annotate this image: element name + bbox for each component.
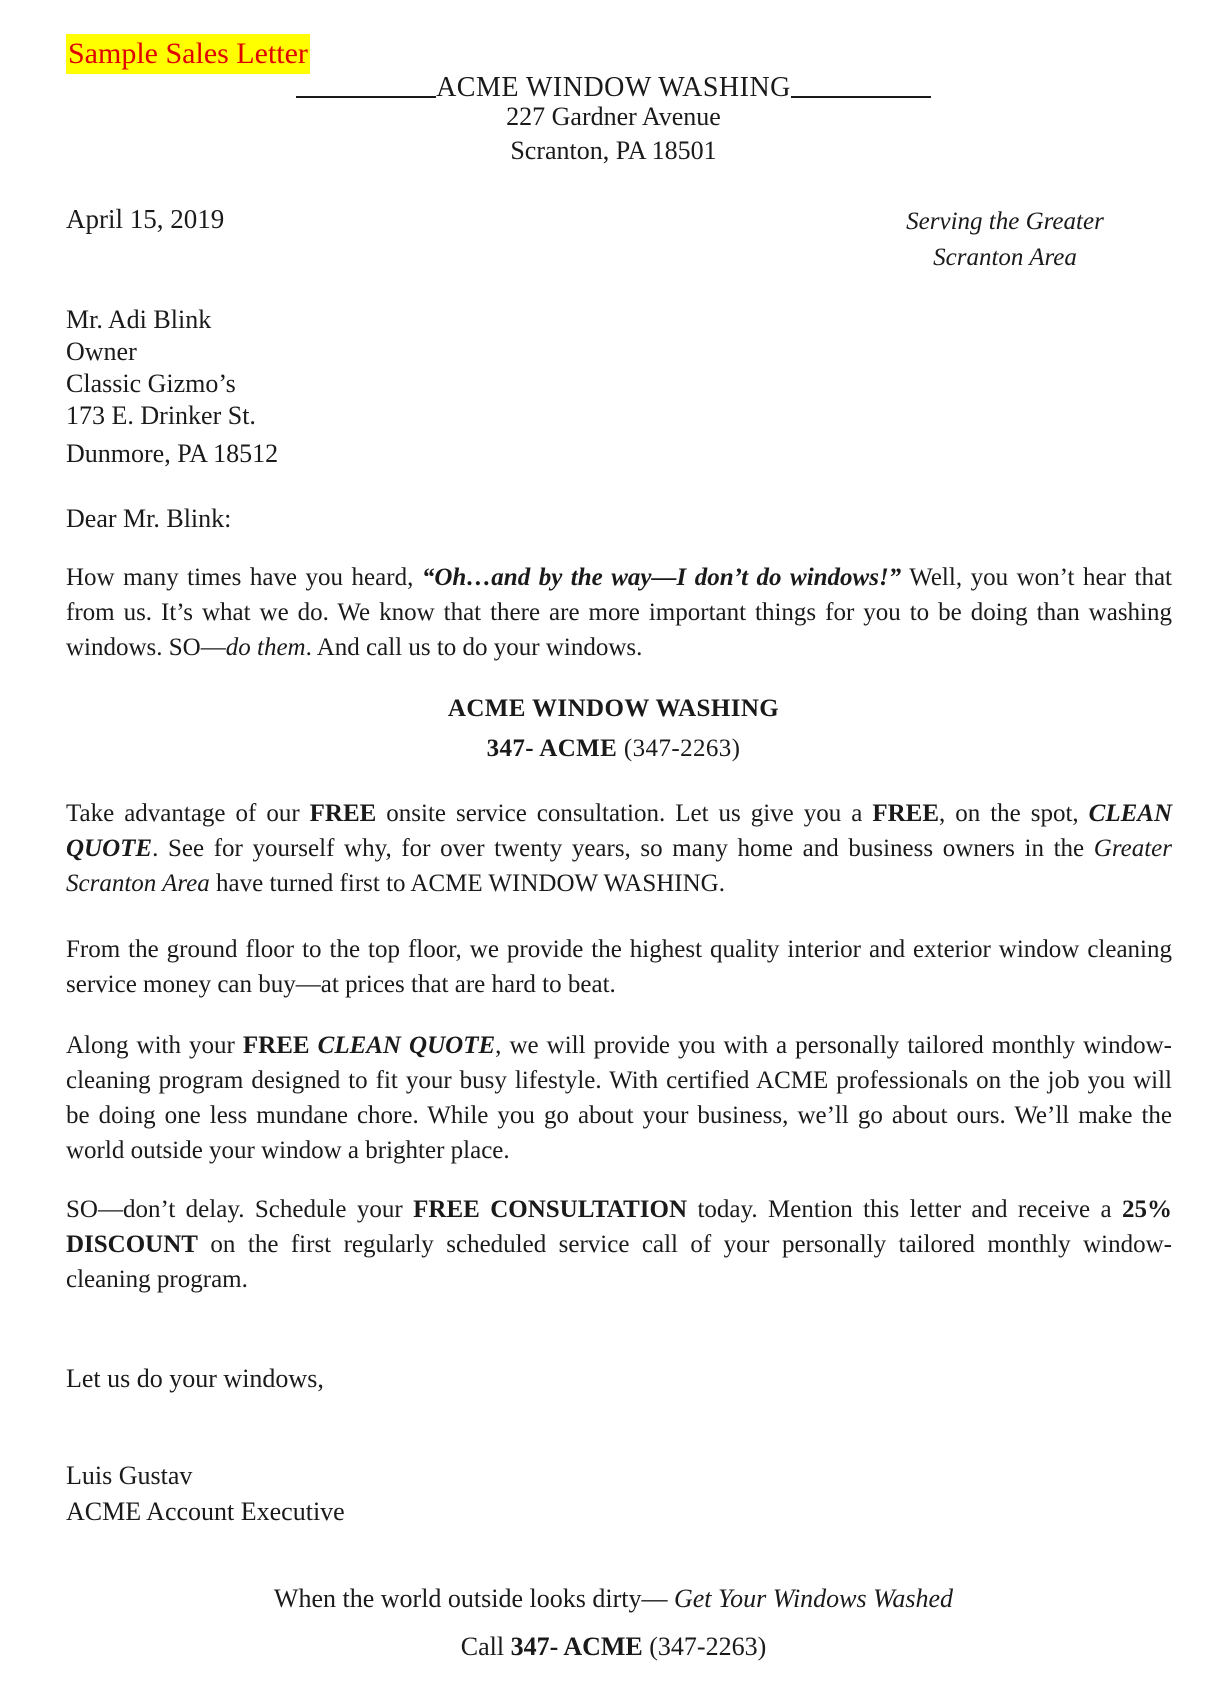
- center-company: ACME WINDOW WASHING: [447, 695, 780, 722]
- footer-slogan-italic: Get Your Windows Washed: [673, 1584, 954, 1613]
- p5-discount: 25% DISCOUNT: [66, 1196, 1172, 1258]
- paragraph-5: [66, 1192, 1172, 1297]
- letter-date: April 15, 2019: [66, 204, 225, 234]
- footer-slogan: [0, 1584, 1227, 1614]
- p5-text-1: SO—don’t delay. Schedule your: [66, 1196, 414, 1223]
- p2-text-3: , on the spot,: [939, 800, 1089, 827]
- p1-text-1: How many times have you heard,: [66, 564, 422, 591]
- p5-text-3: on the first regularly scheduled service call of your personally tailored monthly window-cleaning program.: [66, 1231, 1172, 1293]
- paragraph-1: [66, 560, 1172, 665]
- footer-phone-bold: 347- ACME: [510, 1632, 643, 1661]
- tagline-line1: Serving the Greater: [906, 208, 1104, 235]
- p2-text-2: onsite service consultation. Let us give you a: [376, 800, 873, 827]
- p4-bold-free: FREE: [242, 1032, 310, 1059]
- footer-phone-number: (347-2263): [642, 1632, 767, 1661]
- p2-text-1: Take advantage of our: [66, 800, 310, 827]
- center-phone-number: (347-2263): [617, 735, 741, 762]
- letterhead-company: ACME WINDOW WASHING: [436, 72, 791, 103]
- letterhead-city: Scranton, PA 18501: [510, 136, 717, 165]
- paragraph-3: From the ground floor to the top floor, we provide the highest quality interior and exterior window cleaning service money can buy—at prices that are hard to beat.: [66, 936, 1172, 998]
- p1-emphasis: do them: [225, 634, 306, 661]
- paragraph-2: [66, 796, 1172, 901]
- p2-italic-area: Greater Scranton Area: [66, 835, 1172, 897]
- p4-text-1: Along with your: [66, 1032, 243, 1059]
- recipient-street: 173 E. Drinker St.: [66, 401, 256, 430]
- p5-free-consultation: FREE CONSULTATION: [413, 1196, 688, 1223]
- signature-block: [66, 1458, 345, 1530]
- salutation: Dear Mr. Blink:: [66, 504, 232, 533]
- tagline-line2: Scranton Area: [933, 244, 1077, 271]
- letterhead-street: 227 Gardner Avenue: [506, 102, 721, 131]
- footer-slogan-text: When the world outside looks dirty—: [273, 1584, 674, 1613]
- signer-name: Luis Gustav: [66, 1461, 193, 1490]
- p4-clean-quote: CLEAN QUOTE: [317, 1032, 496, 1059]
- closing: Let us do your windows,: [66, 1364, 324, 1393]
- left-rule: [296, 96, 436, 98]
- p1-text-3: . And call us to do your windows.: [305, 634, 643, 661]
- p5-text-2: today. Mention this letter and receive a: [687, 1196, 1122, 1223]
- recipient-title: Owner: [66, 337, 137, 366]
- p2-bold-1: FREE: [309, 800, 377, 827]
- footer-call-text: Call: [460, 1632, 511, 1661]
- recipient-company: Classic Gizmo’s: [66, 369, 236, 398]
- p2-bold-2: FREE: [872, 800, 939, 827]
- signer-title: ACME Account Executive: [66, 1497, 345, 1526]
- p2-text-5: have turned first to ACME WINDOW WASHING.: [209, 870, 725, 897]
- recipient-address: [66, 304, 278, 470]
- right-rule: [791, 96, 931, 98]
- p1-text-2: Well, you won’t hear that from us. It’s what we do. We know that there are more important things for you to be doing than washing windows. SO—: [66, 564, 1172, 661]
- p4-text-2: , we will provide you with a personally tailored monthly window-cleaning program designed to fit your busy lifestyle. With certified ACME professionals on the job you will be doing one less mundane chore. While you go about your business, we’ll go about ours. We’ll make the world outside your window a brighter place.: [66, 1032, 1172, 1164]
- sample-label: Sample Sales Letter: [66, 34, 310, 74]
- paragraph-4: [66, 1028, 1172, 1168]
- p2-clean-quote: CLEAN QUOTE: [66, 800, 1173, 862]
- recipient-name: Mr. Adi Blink: [66, 305, 212, 334]
- p1-quote: “Oh…and by the way—I don’t do windows!”: [421, 564, 902, 591]
- recipient-city: Dunmore, PA 18512: [66, 439, 279, 468]
- p2-text-4: . See for yourself why, for over twenty years, so many home and business owners in the: [152, 835, 1094, 862]
- center-phone-bold: 347- ACME: [486, 735, 618, 762]
- footer-call: [0, 1632, 1227, 1662]
- center-phone: [0, 730, 1227, 768]
- tagline: [880, 204, 1130, 276]
